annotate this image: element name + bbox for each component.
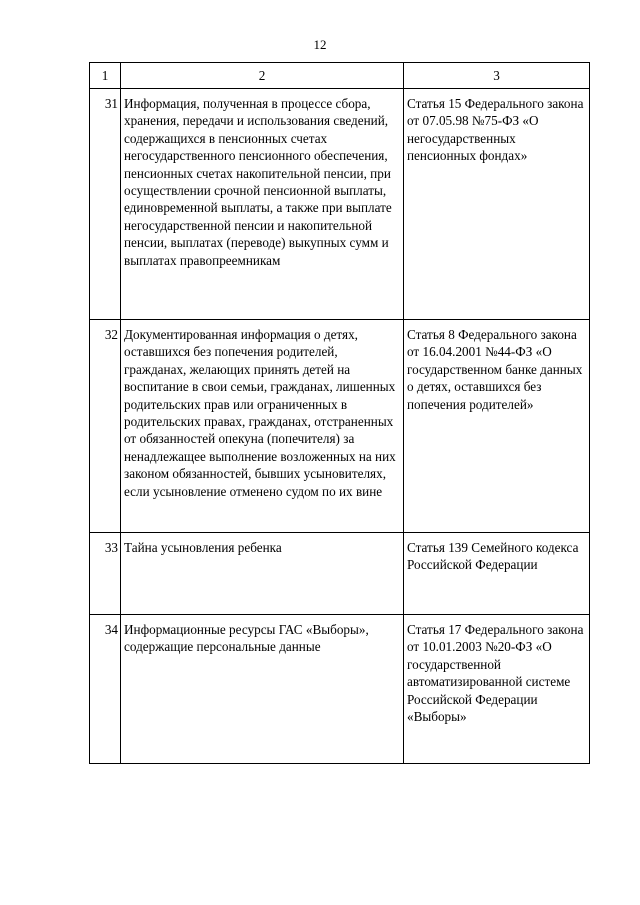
row-number: 33 [104, 540, 118, 555]
row-law-reference: Статья 139 Семейного кодекса Российской Федерации [407, 540, 579, 573]
law-reference-cell [404, 615, 590, 764]
row-description: Документированная информация о детях, оставшихся без попечения родителей, гражданах, желающих принять детей на воспитание в свои семьи, гражданах, лишенных родительских прав или ограниченных в родительских правах, гражданах, отстраненных от обязанностей опекуна (попечителя) за ненадлежащее выполнение возложенных на них законом обязанностей, бывших усыновителях, если усыновление отменено судом по их вине [124, 327, 396, 499]
row-law-reference: Статья 17 Федерального закона от 10.01.2003 №20-ФЗ «О государственной автоматизированной системе Российской Федерации «Выборы» [407, 622, 584, 725]
row-number-cell [90, 89, 121, 320]
row-number-cell [90, 533, 121, 615]
column-header-2: 2 [121, 63, 404, 89]
table-header-row [90, 63, 590, 89]
table-row [90, 320, 590, 533]
row-number: 31 [104, 96, 118, 111]
row-description: Информационные ресурсы ГАС «Выборы», содержащие персональные данные [124, 622, 369, 655]
row-number-cell [90, 320, 121, 533]
law-reference-cell [404, 533, 590, 615]
description-cell [121, 615, 404, 764]
page-number: 12 [313, 37, 327, 52]
row-number: 34 [104, 622, 118, 637]
description-cell [121, 320, 404, 533]
row-number-cell [90, 615, 121, 764]
description-cell [121, 89, 404, 320]
document-table [89, 62, 590, 764]
row-law-reference: Статья 8 Федерального закона от 16.04.2001 №44-ФЗ «О государственном банке данных о детях, оставшихся без попечения родителей» [407, 327, 583, 412]
row-description: Информация, полученная в процессе сбора, хранения, передачи и использования сведений, содержащихся в пенсионных счетах негосударственного пенсионного обеспечения, пенсионных счетах накопительной пенсии, при осуществлении срочной пенсионной выплаты, единовременной выплаты, а также при выплате негосударственной пенсии и накопительной пенсии, выплатах (переводе) выкупных сумм и выплатах правопреемникам [124, 96, 392, 268]
description-cell [121, 533, 404, 615]
column-header-3: 3 [404, 63, 590, 89]
column-header-1: 1 [90, 63, 121, 89]
table-row [90, 615, 590, 764]
row-description: Тайна усыновления ребенка [124, 540, 282, 555]
law-reference-cell [404, 89, 590, 320]
table-row [90, 533, 590, 615]
table-row [90, 89, 590, 320]
law-reference-cell [404, 320, 590, 533]
row-number: 32 [104, 327, 118, 342]
row-law-reference: Статья 15 Федерального закона от 07.05.98 №75-ФЗ «О негосударственных пенсионных фондах» [407, 96, 584, 164]
